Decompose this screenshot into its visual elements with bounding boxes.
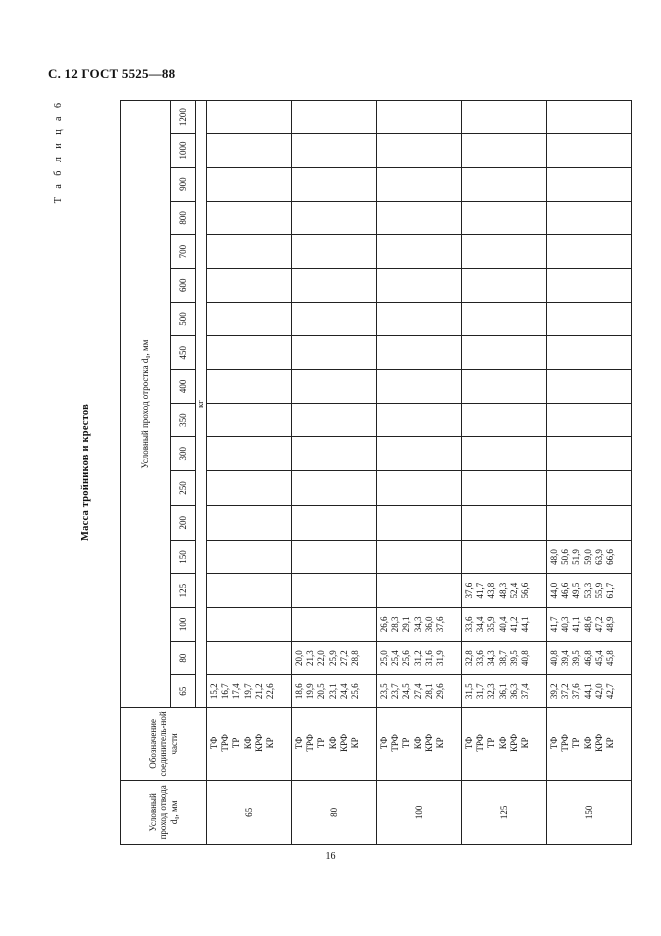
header-designation: Обозначение соединитель-ной части: [121, 708, 207, 781]
column-header: 400: [171, 370, 196, 404]
value-cell: 33,6 34,4 35,9 40,4 41,2 44,1: [462, 608, 547, 642]
value-cell: [377, 235, 462, 269]
value-cell: [377, 268, 462, 302]
mass-table: [120, 100, 632, 845]
value-cell: [462, 167, 547, 201]
value-cell: 26,6 28,3 29,1 34,3 36,0 37,6: [377, 608, 462, 642]
value-cell: [292, 574, 377, 608]
value-cell: [462, 302, 547, 336]
value-cell: [207, 403, 292, 437]
value-cell: 20,0 21,3 22,0 25,9 27,2 28,8: [292, 641, 377, 675]
dn-cell: 80: [292, 780, 377, 844]
value-cell: [207, 302, 292, 336]
value-cell: [292, 336, 377, 370]
value-cell: [207, 101, 292, 134]
value-cell: [207, 608, 292, 642]
value-cell: [377, 403, 462, 437]
value-cell: [377, 370, 462, 404]
value-cell: [377, 167, 462, 201]
column-header: 900: [171, 167, 196, 201]
unit-label: кг: [196, 101, 207, 708]
column-header: 800: [171, 201, 196, 235]
column-header: 150: [171, 540, 196, 574]
value-cell: [462, 134, 547, 168]
value-cell: [292, 101, 377, 134]
value-cell: [547, 235, 632, 269]
value-cell: [547, 268, 632, 302]
column-header: 250: [171, 471, 196, 506]
value-cell: [292, 505, 377, 540]
value-cell: [207, 235, 292, 269]
value-cell: [377, 437, 462, 471]
value-cell: [547, 370, 632, 404]
value-cell: [207, 540, 292, 574]
value-cell: 39,2 37,2 37,6 44,1 42,0 42,7: [547, 675, 632, 708]
value-cell: [377, 101, 462, 134]
value-cell: [292, 608, 377, 642]
value-cell: [292, 540, 377, 574]
designation-cell: ТФ ТРФ ТР КФ КРФ КР: [207, 708, 292, 781]
value-cell: [292, 167, 377, 201]
page-header: С. 12 ГОСТ 5525—88: [48, 66, 176, 81]
dn-cell: 150: [547, 780, 632, 844]
table-number: Т а б л и ц а 6: [53, 100, 64, 204]
value-cell: [462, 336, 547, 370]
column-header: 450: [171, 336, 196, 370]
value-cell: 25,0 25,4 25,6 31,2 31,6 31,9: [377, 641, 462, 675]
value-cell: [462, 101, 547, 134]
value-cell: [292, 403, 377, 437]
designation-cell: ТФ ТРФ ТР КФ КРФ КР: [377, 708, 462, 781]
value-cell: [377, 471, 462, 506]
value-cell: [377, 336, 462, 370]
header-group: Условный проход отростка d₀, мм: [121, 101, 171, 708]
table-row: [207, 101, 292, 845]
table-row: [462, 101, 547, 845]
value-cell: 15,2 16,7 17,4 19,7 21,2 22,6: [207, 675, 292, 708]
value-cell: [462, 201, 547, 235]
value-cell: [462, 505, 547, 540]
value-cell: 31,5 31,7 32,3 36,1 36,3 37,4: [462, 675, 547, 708]
value-cell: [547, 471, 632, 506]
value-cell: [377, 505, 462, 540]
value-cell: [377, 134, 462, 168]
value-cell: [547, 302, 632, 336]
value-cell: [462, 370, 547, 404]
value-cell: [292, 235, 377, 269]
table-row: [377, 101, 462, 845]
value-cell: [207, 505, 292, 540]
value-cell: [547, 101, 632, 134]
column-header: 200: [171, 505, 196, 540]
value-cell: [547, 505, 632, 540]
value-cell: [377, 302, 462, 336]
column-header: 65: [171, 675, 196, 708]
value-cell: [292, 134, 377, 168]
dn-cell: 65: [207, 780, 292, 844]
header-dn: Условный проход отвода d₀, мм: [121, 780, 207, 844]
value-cell: [462, 268, 547, 302]
value-cell: 32,8 33,6 34,3 38,7 39,5 40,8: [462, 641, 547, 675]
column-header: 700: [171, 235, 196, 269]
table-row: [292, 101, 377, 845]
value-cell: [207, 268, 292, 302]
column-header: 600: [171, 268, 196, 302]
column-header: 500: [171, 302, 196, 336]
page-number: 16: [325, 851, 336, 862]
value-cell: [547, 201, 632, 235]
column-header: 100: [171, 608, 196, 642]
value-cell: [547, 134, 632, 168]
designation-cell: ТФ ТРФ ТР КФ КРФ КР: [462, 708, 547, 781]
value-cell: 44,0 46,6 49,5 53,3 55,9 61,7: [547, 574, 632, 608]
table-row: [547, 101, 632, 845]
column-header: 300: [171, 437, 196, 471]
column-header: 1000: [171, 134, 196, 168]
dn-cell: 100: [377, 780, 462, 844]
value-cell: [207, 370, 292, 404]
value-cell: [207, 471, 292, 506]
designation-cell: ТФ ТРФ ТР КФ КРФ КР: [547, 708, 632, 781]
value-cell: [292, 471, 377, 506]
value-cell: [207, 167, 292, 201]
value-cell: 37,6 41,7 43,8 48,3 52,4 56,6: [462, 574, 547, 608]
value-cell: [292, 370, 377, 404]
value-cell: [547, 437, 632, 471]
value-cell: 18,6 19,9 20,5 23,1 24,4 25,6: [292, 675, 377, 708]
table-title: Масса тройников и крестов: [80, 404, 91, 541]
value-cell: [462, 471, 547, 506]
value-cell: [547, 167, 632, 201]
value-cell: [207, 574, 292, 608]
column-header: 1200: [171, 101, 196, 134]
column-header: 350: [171, 403, 196, 437]
value-cell: [207, 336, 292, 370]
value-cell: [462, 235, 547, 269]
value-cell: [377, 201, 462, 235]
value-cell: [547, 403, 632, 437]
dn-cell: 125: [462, 780, 547, 844]
rotated-table-area: [53, 100, 630, 845]
column-header: 125: [171, 574, 196, 608]
value-cell: [547, 336, 632, 370]
value-cell: 23,5 23,7 24,5 27,4 28,1 29,6: [377, 675, 462, 708]
value-cell: [462, 437, 547, 471]
value-cell: [462, 540, 547, 574]
value-cell: [207, 201, 292, 235]
value-cell: [207, 134, 292, 168]
value-cell: [292, 437, 377, 471]
column-header: 80: [171, 641, 196, 675]
value-cell: [292, 268, 377, 302]
value-cell: [292, 302, 377, 336]
value-cell: 40,8 39,4 39,5 46,8 45,4 45,8: [547, 641, 632, 675]
value-cell: [207, 641, 292, 675]
value-cell: [377, 540, 462, 574]
designation-cell: ТФ ТРФ ТР КФ КРФ КР: [292, 708, 377, 781]
value-cell: [207, 437, 292, 471]
value-cell: [377, 574, 462, 608]
value-cell: [292, 201, 377, 235]
value-cell: 48,0 50,6 51,9 59,0 63,9 66,6: [547, 540, 632, 574]
value-cell: 41,7 40,3 41,1 48,6 47,2 48,9: [547, 608, 632, 642]
value-cell: [462, 403, 547, 437]
